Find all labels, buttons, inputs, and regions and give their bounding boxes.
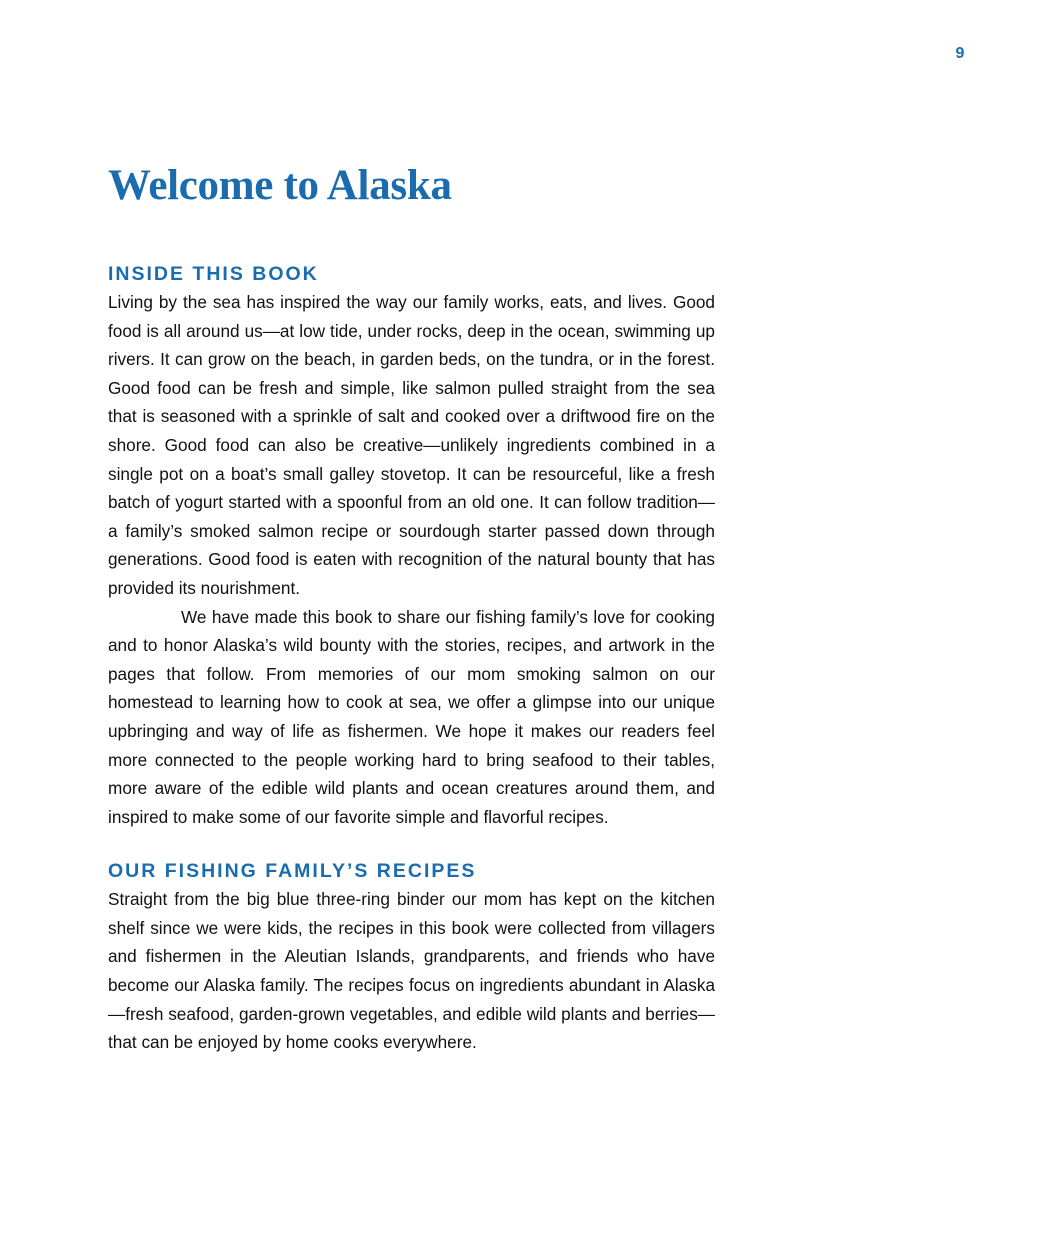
body-paragraph: Living by the sea has inspired the way our family works, eats, and lives. Good food is all around us—at low tide, under rocks, deep in the ocean, swimming up rivers. It can grow on the beach, in garden beds, on the tundra, or in the forest. Good food can be fresh and simple, like salmon pulled straight from the sea that is seasoned with a sprinkle of salt and cooked over a driftwood fire on the shore. Good food can also be creative—unlikely ingredients combined in a single pot on a boat’s small galley stovetop. It can be resourceful, like a fresh batch of yogurt started with a spoonful from an old one. It can follow tradition—a family’s smoked salmon recipe or sourdough starter passed down through generations. Good food is eaten with recognition of the natural bounty that has provided its nourishment. [108,292,715,598]
page-number: 9 [955,45,965,62]
body-paragraph: Straight from the big blue three-ring binder our mom has kept on the kitchen shelf since we were kids, the recipes in this book were collected from villagers and fishermen in the Aleutian Islands, grandparents, and friends who have become our Alaska family. The recipes focus on ingredients abundant in Alaska—fresh seafood, garden-grown vegetables, and edible wild plants and berries—that can be enjoyed by home cooks everywhere. [108,889,715,1053]
main-content [108,260,715,1057]
page-title: Welcome to Alaska [108,162,452,209]
body-paragraph: We have made this book to share our fishing family’s love for cooking and to honor Alaska’s wild bounty with the stories, recipes, and artwork in the pages that follow. From memories of our mom smoking salmon on our homestead to learning how to cook at sea, we offer a glimpse into our unique upbringing and way of life as fishermen. We hope it makes our readers feel more connected to the people working hard to bring seafood to their tables, more aware of the edible wild plants and ocean creatures around them, and inspired to make some of our favorite simple and flavorful recipes. [108,606,715,827]
section-heading: OUR FISHING FAMILY’S RECIPES [108,860,477,883]
section-inside-this-book [108,260,715,831]
section-our-fishing-familys-recipes [108,857,715,1057]
section-heading: INSIDE THIS BOOK [108,263,319,285]
